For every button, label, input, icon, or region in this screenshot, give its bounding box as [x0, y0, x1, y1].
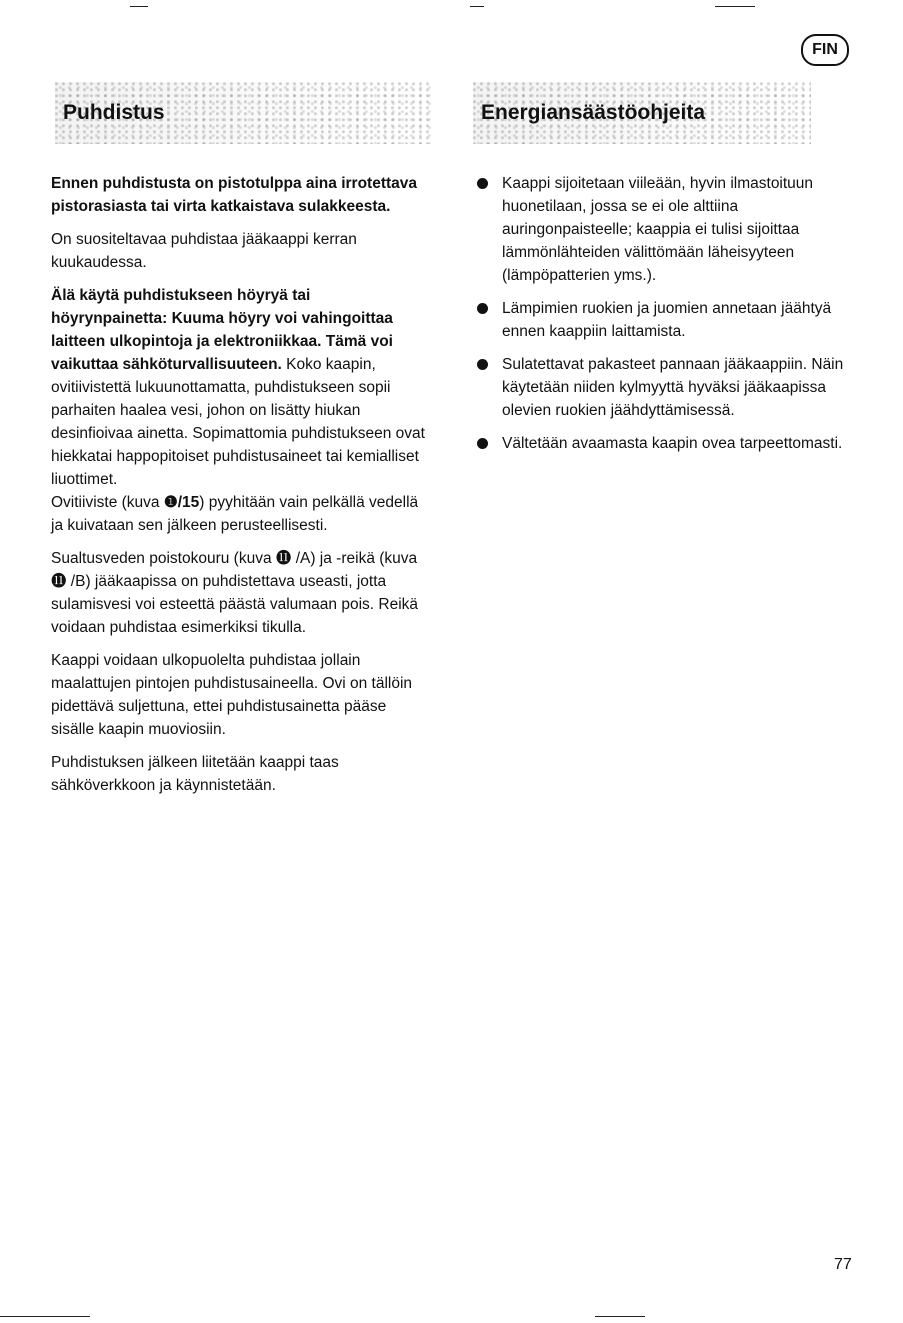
section-heading-cleaning: Puhdistus [55, 82, 433, 144]
list-item-text: Lämpimien ruokien ja juomien annetaan jäähtyä ennen kaappiin laittamista. [502, 300, 832, 340]
steam-warning-bold: Älä käytä puhdistukseen höyryä tai höyrynpainetta: Kuuma höyry voi vahingoittaa laitteen ulkopintoja ja elektroniikkaa. Tämä voi vaikuttaa sähköturvallisuuteen. [51, 287, 393, 373]
cleaning-agents-text: Koko kaapin, ovitiivistettä lukuunottamatta, puhdistukseen sopii parhaiten haalea vesi, johon on lisätty hiukan desinfioivaa ainetta. Sopimattomia puhdistukseen ovat hiekkatai happopitoiset puhdistusaineet tai kemialliset liuottimet. [51, 356, 425, 488]
door-seal-text-b: ) pyyhitään vain pelkällä vedellä ja kuivataan sen jälkeen perusteellisesti. [51, 494, 419, 534]
bullet-icon [477, 303, 488, 314]
list-item-text: Kaappi sijoitetaan viileään, hyvin ilmastoituun huonetilaan, jossa se ei ole alttiina auringonpaisteelle; kaappia ei tulisi sijoittaa lämmönlähteiden välittömään läheisyyteen (lämpöpatterien yms.). [502, 175, 814, 284]
list-item-text: Sulatettavat pakasteet pannaan jääkaappiin. Näin käytetään niiden kylmyyttä hyväksi jääkaapissa olevien ruokien jäähdyttämisessä. [502, 356, 844, 419]
bullet-icon [477, 359, 488, 370]
list-item [477, 172, 852, 287]
paragraph-steam-warning [51, 284, 426, 537]
figure-ref: ❶/15 [163, 494, 200, 511]
paragraph-unplug-warning: Ennen puhdistusta on pistotulppa aina irrotettava pistorasiasta tai virta katkaistava sulakkeesta. [51, 175, 417, 215]
language-badge: FIN [801, 34, 849, 66]
bullet-icon [477, 178, 488, 189]
paragraph-drain-channel: Sualtusveden poistokouru (kuva ⓫ /A) ja -reikä (kuva ⓫ /B) jääkaapissa on puhdistettava useasti, jotta sulamisvesi voi esteettä päästä valumaan pois. Reikä voidaan puhdistaa esimerkiksi tikulla. [51, 550, 419, 636]
page-number: 77 [834, 1256, 852, 1273]
door-seal-text-a: Ovitiiviste (kuva [51, 494, 164, 511]
paragraph-exterior-cleaning: Kaappi voidaan ulkopuolelta puhdistaa jollain maalattujen pintojen puhdistusaineella. Ovi on tällöin pidettävä suljettuna, ettei puhdistusainetta pääse sisälle kaapin muoviosiin. [51, 652, 413, 738]
paragraph-reconnect: Puhdistuksen jälkeen liitetään kaappi taas sähköverkkoon ja käynnistetään. [51, 754, 339, 794]
list-item-text: Vältetään avaamasta kaapin ovea tarpeettomasti. [502, 435, 843, 452]
paragraph-cleaning-frequency: On suositeltavaa puhdistaa jääkaappi kerran kuukaudessa. [51, 231, 357, 271]
list-item [477, 353, 852, 422]
list-item [477, 432, 852, 455]
list-item [477, 297, 852, 343]
section-heading-energy-saving: Energiansäästöohjeita [473, 82, 811, 144]
bullet-icon [477, 438, 488, 449]
energy-saving-column [477, 172, 852, 465]
cleaning-column [51, 172, 426, 807]
